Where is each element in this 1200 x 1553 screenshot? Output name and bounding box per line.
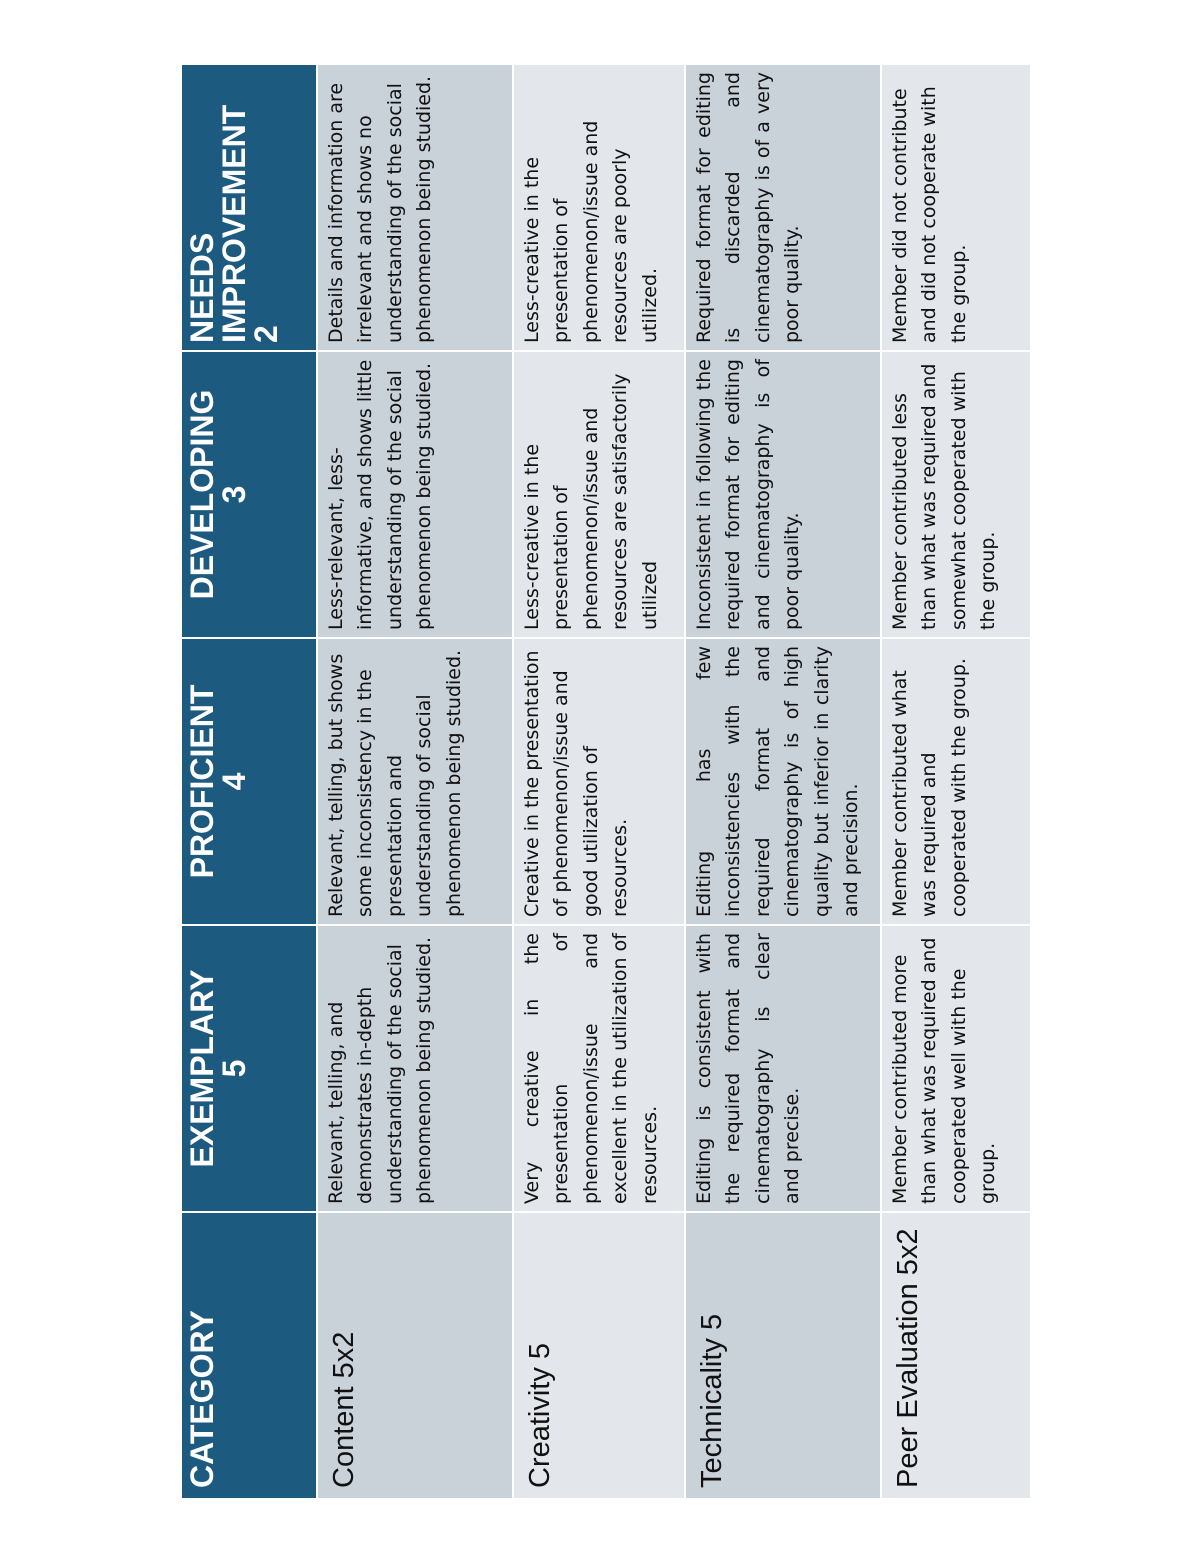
cell-proficient: Relevant, telling, but shows some inconsistency in the presentation and understanding of social phenomenon being studied. bbox=[317, 638, 513, 925]
row-category: Creativity 5 bbox=[513, 1212, 685, 1499]
cell-exemplary: Relevant, telling, and demonstrates in-depth understanding of the social phenomenon being studied. bbox=[317, 925, 513, 1212]
level-score: 5 bbox=[216, 1059, 252, 1078]
level-name: PROFICIENT bbox=[184, 684, 220, 879]
header-needs-improvement bbox=[181, 64, 317, 351]
cell-developing: Inconsistent in following the required format for editing and cinematography is of poor quality. bbox=[685, 351, 881, 638]
rubric-row-technicality bbox=[685, 64, 881, 1499]
cell-developing: Less-relevant, less-informative, and shows little understanding of the social phenomenon being studied. bbox=[317, 351, 513, 638]
rubric-row-content bbox=[317, 64, 513, 1499]
level-score: 3 bbox=[216, 485, 252, 504]
header-row bbox=[181, 64, 317, 1499]
rotated-page bbox=[180, 65, 1020, 1500]
cell-developing: Less-creative in the presentation of phenomenon/issue and resources are satisfactorily utilized bbox=[513, 351, 685, 638]
cell-exemplary: Member contributed more than what was required and cooperated well with the group. bbox=[881, 925, 1031, 1212]
cell-needs-improvement: Member did not contribute and did not cooperate with the group. bbox=[881, 64, 1031, 351]
rubric-row-peer-evaluation bbox=[881, 64, 1031, 1499]
header-proficient bbox=[181, 638, 317, 925]
cell-proficient: Creative in the presentation of phenomenon/issue and good utilization of resources. bbox=[513, 638, 685, 925]
row-category: Content 5x2 bbox=[317, 1212, 513, 1499]
row-category: Technicality 5 bbox=[685, 1212, 881, 1499]
level-name: NEEDS IMPROVEMENT bbox=[184, 104, 252, 343]
header-developing bbox=[181, 351, 317, 638]
rubric-row-creativity bbox=[513, 64, 685, 1499]
cell-exemplary: Very creative in the presentation of phenomenon/issue and excellent in the utilization of resources. bbox=[513, 925, 685, 1212]
header-category: CATEGORY bbox=[181, 1212, 317, 1499]
cell-needs-improvement: Details and information are irrelevant and shows no understanding of the social phenomenon being studied. bbox=[317, 64, 513, 351]
level-score: 4 bbox=[216, 772, 252, 791]
cell-proficient: Editing has few inconsistencies with the required format and cinematography is of high quality but inferior in clarity and precision. bbox=[685, 638, 881, 925]
row-category: Peer Evaluation 5x2 bbox=[881, 1212, 1031, 1499]
cell-developing: Member contributed less than what was required and somewhat cooperated with the group. bbox=[881, 351, 1031, 638]
level-name: DEVELOPING bbox=[184, 389, 220, 600]
cell-exemplary: Editing is consistent with the required format and cinematography is clear and precise. bbox=[685, 925, 881, 1212]
level-name: EXEMPLARY bbox=[184, 969, 220, 1168]
cell-needs-improvement: Required format for editing is discarded and cinematography is of a very poor quality. bbox=[685, 64, 881, 351]
cell-proficient: Member contributed what was required and cooperated with the group. bbox=[881, 638, 1031, 925]
rubric-table bbox=[180, 63, 1032, 1500]
header-exemplary bbox=[181, 925, 317, 1212]
cell-needs-improvement: Less-creative in the presentation of phenomenon/issue and resources are poorly utilized. bbox=[513, 64, 685, 351]
level-score: 2 bbox=[248, 325, 284, 343]
